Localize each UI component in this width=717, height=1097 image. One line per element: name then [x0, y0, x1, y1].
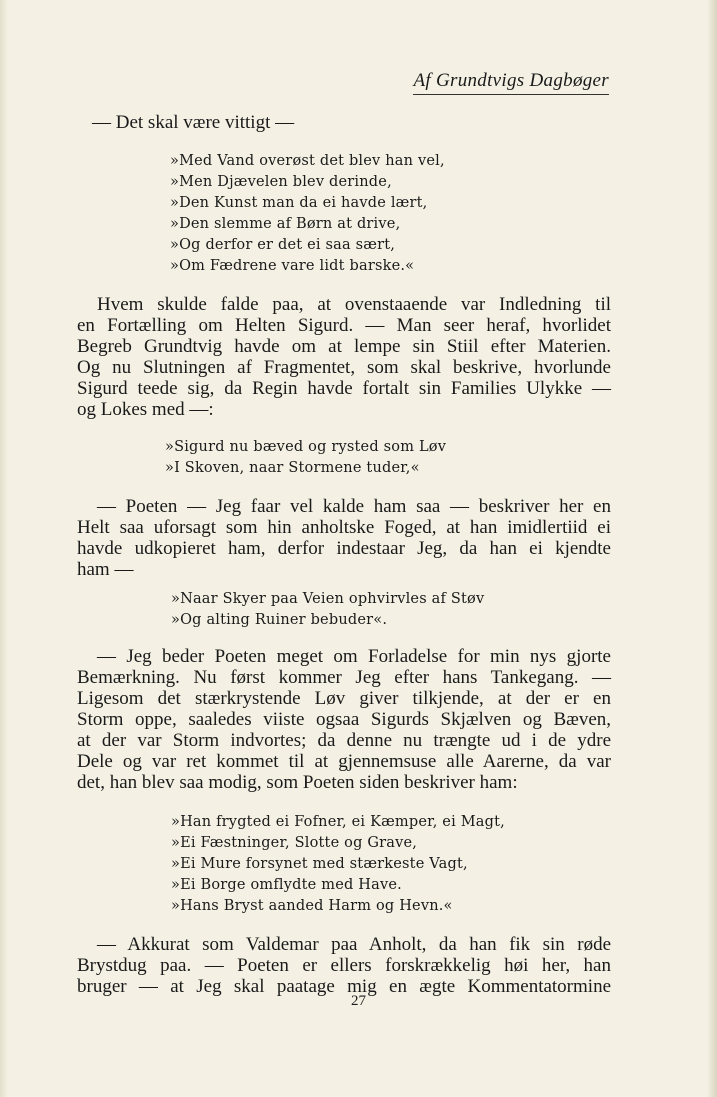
opening-line: — Det skal være vittigt — [92, 112, 295, 133]
paragraph-line: at der var Storm indvortes; da denne nu trængte ud i de ydre [77, 730, 611, 751]
verse-line: »Og derfor er det ei saa sært, [170, 237, 396, 253]
paragraph-line: ham — [77, 559, 134, 580]
page-edge-left [0, 0, 8, 1097]
verse-block-3 [171, 589, 611, 631]
verse-line: »Han frygted ei Fofner, ei Kæmper, ei Magt, [171, 814, 505, 830]
paragraph-line: — Jeg beder Poeten meget om Forladelse for min nys gjorte [97, 646, 611, 667]
paragraph-2 [77, 496, 611, 580]
paragraph-line: en Fortælling om Helten Sigurd. — Man seer heraf, hvorlidet [77, 315, 611, 336]
verse-line: »Ei Mure forsynet med stærkeste Vagt, [171, 856, 468, 872]
paragraph-line: Helt saa uforsagt som hin anholtske Foged, at han imidlertiid ei [77, 517, 611, 538]
paragraph-line: bruger — at Jeg skal paatage mig en ægte Kommentatormine [77, 976, 611, 997]
paragraph-4 [77, 934, 611, 997]
paragraph-line: Ligesom det stærkrystende Løv giver tilkjende, at der er en [77, 688, 611, 709]
verse-line: »Den slemme af Børn at drive, [170, 216, 401, 232]
verse-block-2 [165, 437, 611, 479]
verse-line: »Om Fædrene vare lidt barske.« [170, 258, 415, 274]
page-number: 27 [351, 993, 366, 1009]
verse-line: »Og alting Ruiner bebuder«. [171, 612, 388, 628]
paragraph-line: Storm oppe, saaledes viiste ogsaa Sigurds Skjælven og Bæven, [77, 709, 611, 730]
running-head: Af Grundtvigs Dagbøger [413, 70, 609, 95]
paragraph-line: Bemærkning. Nu først kommer Jeg efter hans Tankegang. — [77, 667, 611, 688]
paragraph-line: Hvem skulde falde paa, at ovenstaaende var Indledning til [97, 294, 611, 315]
paragraph-line: Dele og var ret kommet til at gjennemsuse alle Aarerne, da var [77, 751, 611, 772]
paragraph-line: — Akkurat som Valdemar paa Anholt, da han fik sin røde [97, 934, 611, 955]
paragraph-line: Brystdug paa. — Poeten er ellers forskrækkelig høi her, han [77, 955, 611, 976]
verse-line: »Ei Fæstninger, Slotte og Grave, [171, 835, 418, 851]
verse-line: »Med Vand overøst det blev han vel, [170, 153, 445, 169]
verse-line: »Naar Skyer paa Veien ophvirvles af Støv [171, 591, 485, 607]
verse-line: »Den Kunst man da ei havde lært, [170, 195, 428, 211]
paragraph-line: det, han blev saa modig, som Poeten siden beskriver ham: [77, 772, 518, 793]
paragraph-line: Og nu Slutningen af Fragmentet, som skal beskrive, hvorlunde [77, 357, 611, 378]
verse-line: »Men Djævelen blev derinde, [170, 174, 392, 190]
paragraph-line: — Poeten — Jeg faar vel kalde ham saa — beskriver her en [97, 496, 611, 517]
verse-block-1 [170, 151, 611, 277]
paragraph-line: og Lokes med —: [77, 399, 214, 420]
paragraph-line: Sigurd teede sig, da Regin havde fortalt sin Families Ulykke — [77, 378, 611, 399]
paragraph-line: Begreb Grundtvig havde om at lempe sin Stiil efter Materien. [77, 336, 611, 357]
paragraph-3 [77, 646, 611, 793]
paragraph-1 [77, 294, 611, 420]
paragraph-line: havde udkopieret ham, derfor indestaar Jeg, da han ei kjendte [77, 538, 611, 559]
verse-block-4 [171, 812, 611, 917]
page-body [77, 112, 611, 997]
verse-line: »Ei Borge omflydte med Have. [171, 877, 402, 893]
verse-line: »I Skoven, naar Stormene tuder,« [165, 460, 420, 476]
verse-line: »Sigurd nu bæved og rysted som Løv [165, 439, 447, 455]
verse-line: »Hans Bryst aanded Harm og Hevn.« [171, 898, 453, 914]
page-edge-right [707, 0, 717, 1097]
